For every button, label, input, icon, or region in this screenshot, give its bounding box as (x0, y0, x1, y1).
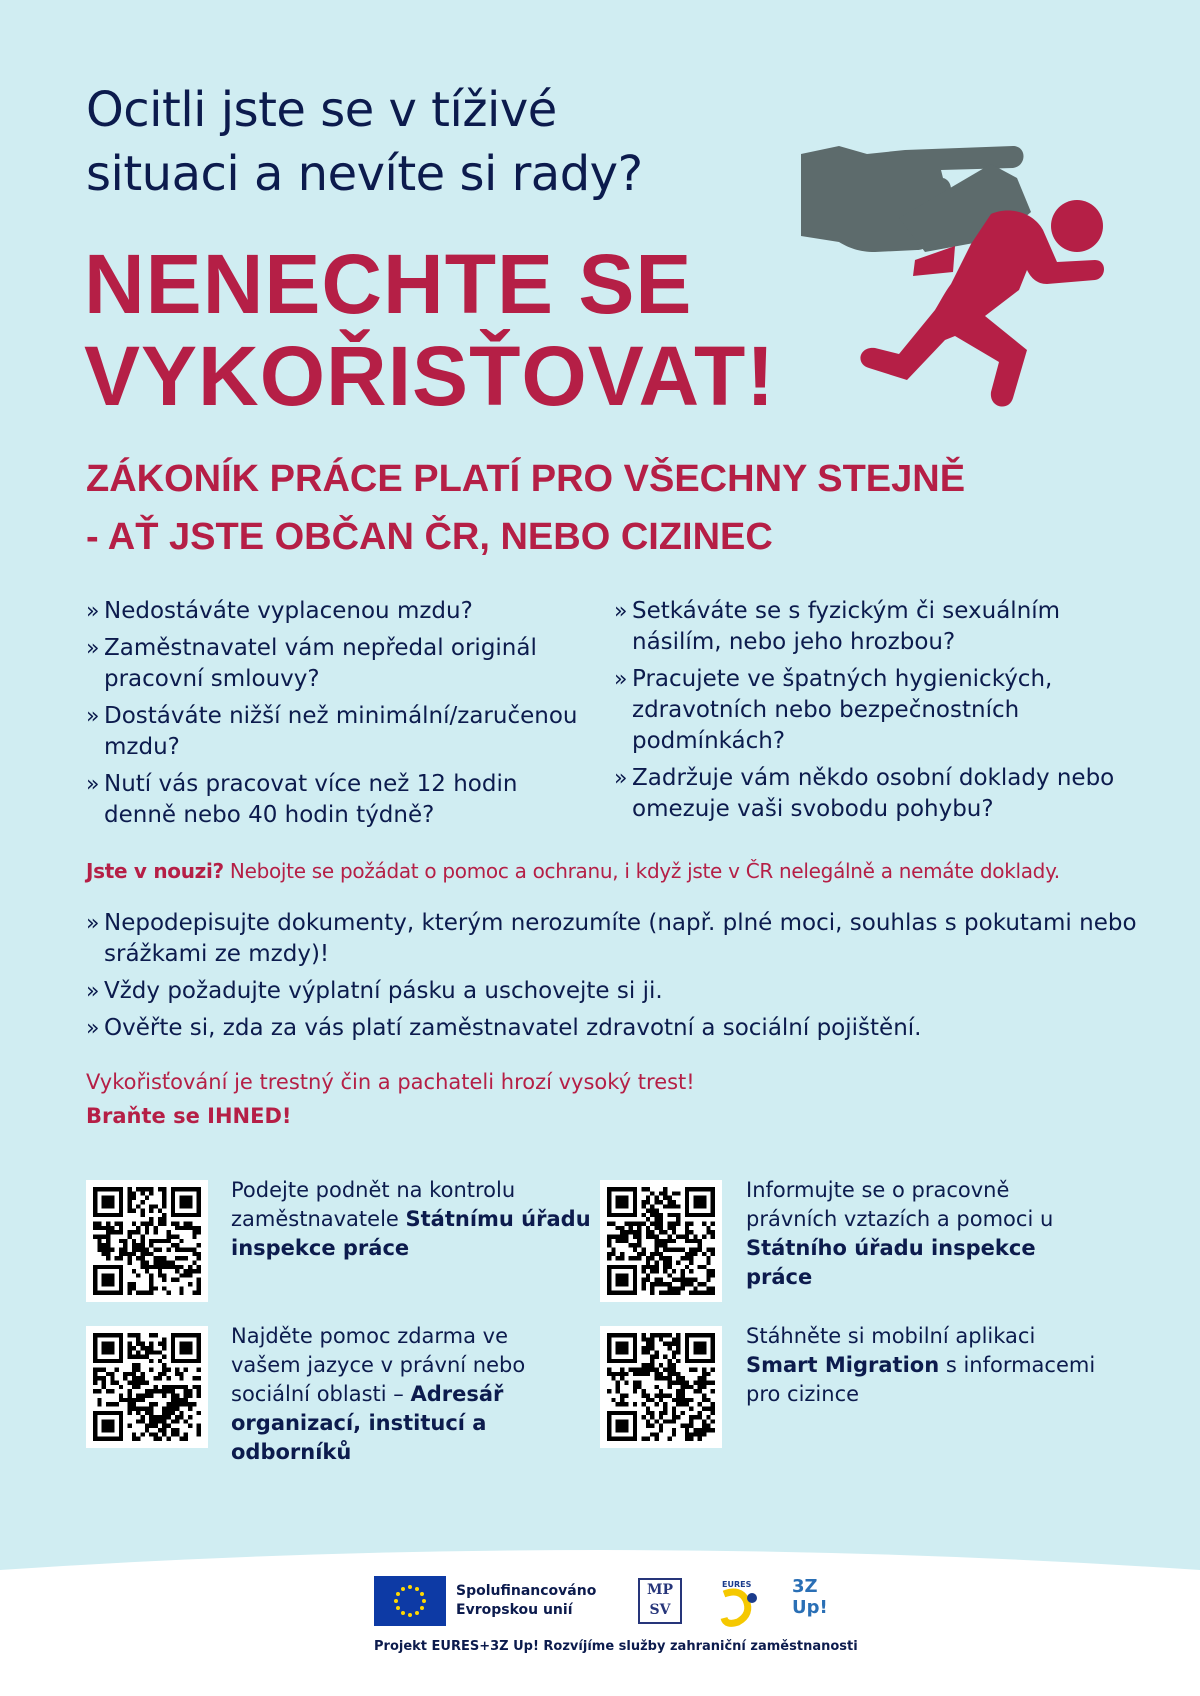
subhead-line-2: - AŤ JSTE OBČAN ČR, NEBO CIZINEC (86, 516, 773, 558)
exploitation-illustration (795, 140, 1125, 420)
tips-list (86, 908, 1146, 1050)
qr-caption-4-link[interactable]: Smart Migration (746, 1353, 940, 1377)
eu-cofunding-label (456, 1582, 596, 1620)
intro-line-2: situaci a nevíte si rady? (86, 146, 643, 202)
list-item: » Pracujete ve špatných hygienických, zdravotních nebo bezpečnostních podmínkách? (614, 664, 1124, 757)
eu-label-line-1: Spolufinancováno (456, 1583, 597, 1599)
footer-background (0, 1540, 1200, 1696)
qr-caption-3 (231, 1322, 541, 1467)
questions-left-list (86, 596, 596, 837)
3z-logo-line-1: 3Z (792, 1576, 818, 1597)
3z-logo-line-2: Up! (792, 1597, 828, 1618)
emergency-note (86, 856, 1166, 886)
project-caption: Projekt EURES+3Z Up! Rozvíjíme služby zahraniční zaměstnanosti (374, 1639, 858, 1654)
warning-text: Vykořisťování je trestný čin a pachateli hrozí vysoký trest! (86, 1070, 695, 1094)
eures-logo-label: EURES (722, 1580, 752, 1589)
qr-code-icon (93, 1187, 201, 1295)
questions-right-list (614, 596, 1124, 831)
qr-caption-4-after: s informacemi pro cizince (746, 1353, 1096, 1406)
qr-caption-2 (746, 1176, 1106, 1292)
qr-code-icon (607, 1333, 715, 1441)
list-item: » Setkáváte se s fyzickým či sexuálním násilím, nebo jeho hrozbou? (614, 596, 1124, 658)
warning-call-to-action: Braňte se IHNED! (86, 1104, 292, 1128)
intro-question (86, 78, 746, 206)
qr-caption-4 (746, 1322, 1106, 1409)
qr-caption-4-text: Stáhněte si mobilní aplikaci (746, 1324, 1036, 1348)
emergency-note-text: Nebojte se požádat o pomoc a ochranu, i když jste v ČR nelegálně a nemáte doklady. (223, 859, 1060, 883)
eures-logo (716, 1578, 764, 1628)
list-item: » Ověřte si, zda za vás platí zaměstnavatel zdravotní a sociální pojištění. (86, 1013, 1146, 1044)
headline-line-2: VYKOŘISŤOVAT! (84, 329, 776, 423)
list-item: » Nutí vás pracovat více než 12 hodin denně nebo 40 hodin týdně? (86, 769, 596, 831)
list-item: » Vždy požadujte výplatní pásku a uschovejte si ji. (86, 976, 1146, 1007)
qr-code-smart-migration-app[interactable] (600, 1326, 722, 1448)
subheading (86, 450, 1086, 566)
3z-up-logo (792, 1576, 832, 1626)
qr-code-organization-directory[interactable] (86, 1326, 208, 1448)
qr-code-icon (607, 1187, 715, 1295)
page-title (84, 238, 844, 422)
intro-line-1: Ocitli jste se v tíživé (86, 82, 557, 138)
mpsv-logo-line-2: SV (649, 1602, 671, 1618)
list-item: » Nepodepisujte dokumenty, kterým nerozumíte (např. plné moci, souhlas s pokutami nebo srážkami ze mzdy)! (86, 908, 1146, 970)
qr-caption-1-text: Podejte podnět na kontrolu zaměstnavatele (231, 1178, 516, 1231)
qr-caption-2-link[interactable]: Státního úřadu inspekce práce (746, 1236, 1036, 1289)
headline-line-1: NENECHTE SE (84, 237, 693, 331)
eu-flag-icon (374, 1576, 446, 1626)
mpsv-logo (638, 1578, 682, 1624)
list-item: » Dostáváte nižší než minimální/zaručenou mzdu? (86, 701, 596, 763)
list-item: » Zadržuje vám někdo osobní doklady nebo omezuje vaši svobodu pohybu? (614, 763, 1124, 825)
mpsv-logo-line-1: MP (646, 1582, 674, 1598)
qr-code-labour-inspection-complaint[interactable] (86, 1180, 208, 1302)
list-item: » Nedostáváte vyplacenou mzdu? (86, 596, 596, 627)
eu-label-line-2: Evropskou unií (456, 1602, 573, 1618)
subhead-line-1: ZÁKONÍK PRÁCE PLATÍ PRO VŠECHNY STEJNĚ (86, 458, 966, 500)
qr-caption-1 (231, 1176, 591, 1263)
qr-caption-3-text: Najděte pomoc zdarma ve vašem jazyce v právní nebo sociální oblasti – (231, 1324, 526, 1406)
list-item: » Zaměstnavatel vám nepředal originál pracovní smlouvy? (86, 633, 596, 695)
qr-caption-2-text: Informujte se o pracovně právních vztazích a pomoci u (746, 1178, 1054, 1231)
qr-code-icon (93, 1333, 201, 1441)
qr-code-labour-inspection-info[interactable] (600, 1180, 722, 1302)
qr-caption-3-link[interactable]: Adresář organizací, institucí a odborníků (231, 1382, 504, 1464)
qr-caption-1-link[interactable]: Státnímu úřadu inspekce práce (231, 1207, 591, 1260)
emergency-note-bold: Jste v nouzi? (86, 859, 224, 883)
